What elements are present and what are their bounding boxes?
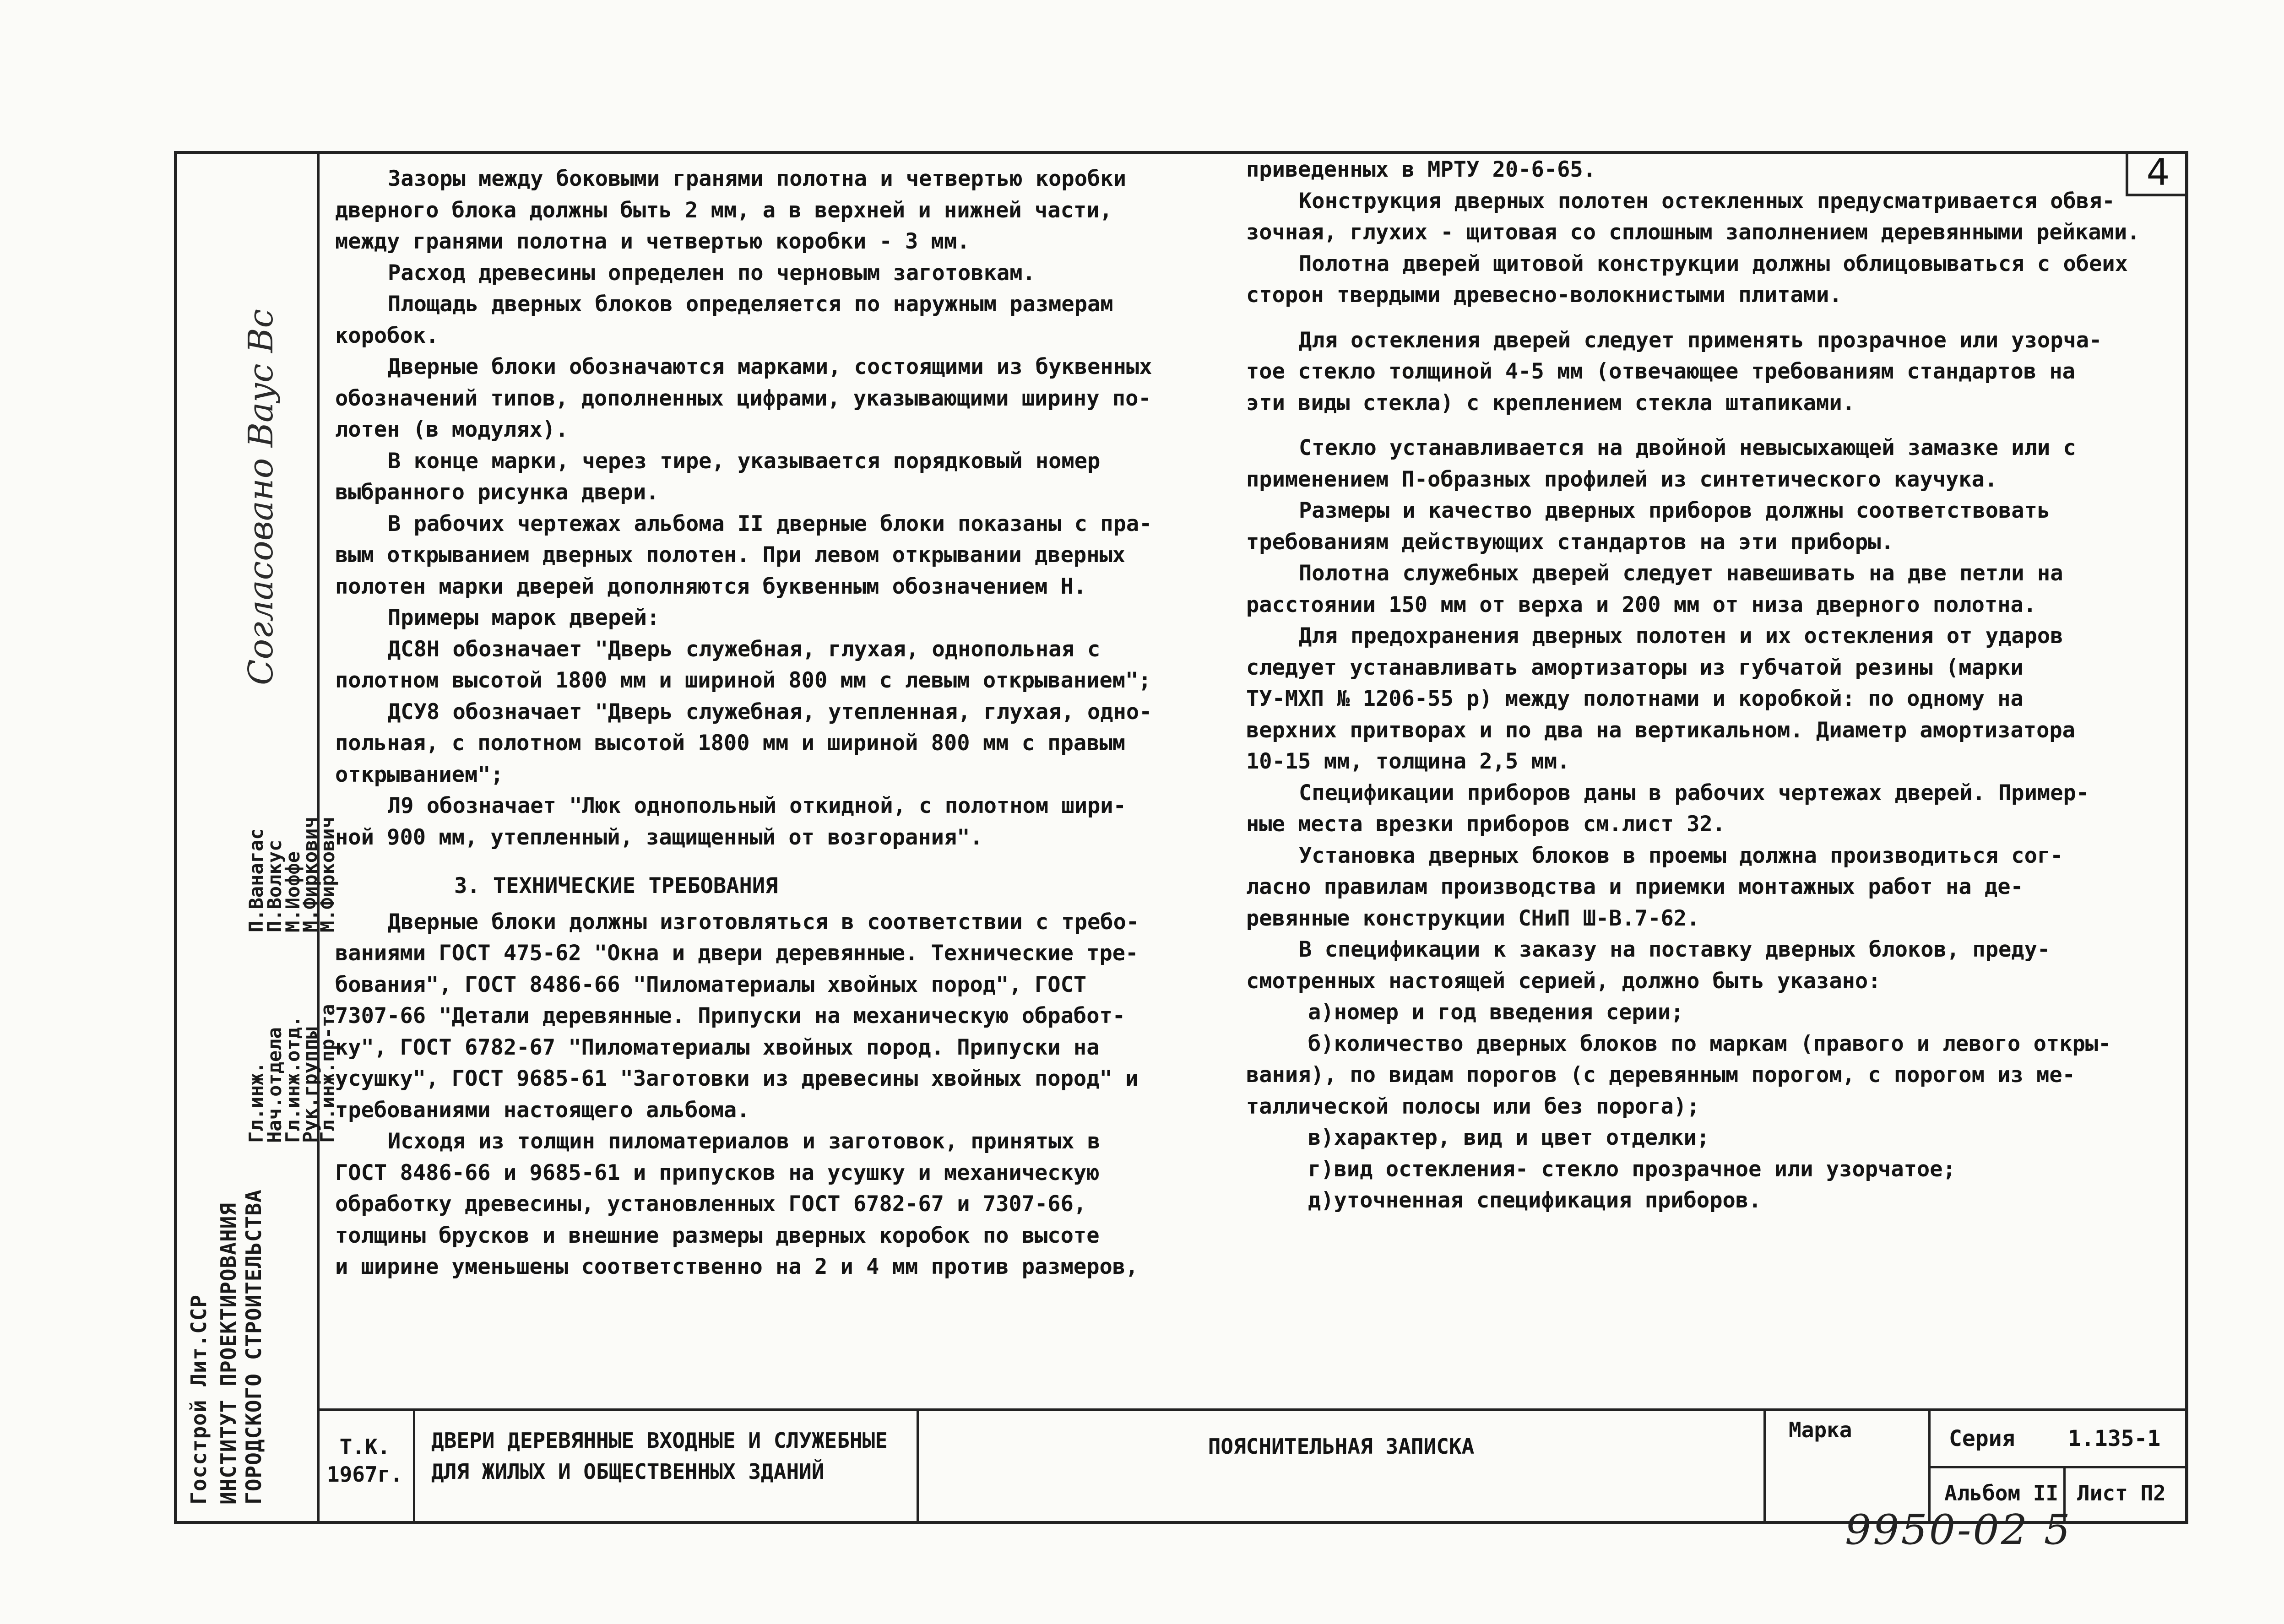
right-column-line: эти виды стекла) с креплением стекла штапиками. — [1246, 390, 1855, 416]
left-column-line: польная, с полотном высотой 1800 мм и шириной 800 мм с правым — [335, 731, 1126, 756]
right-column-line: зочная, глухих - щитовая со сплошным заполнением деревянными рейками. — [1246, 220, 2140, 245]
title-line-2: ДЛЯ ЖИЛЫХ И ОБЩЕСТВЕННЫХ ЗДАНИЙ — [431, 1459, 825, 1484]
org-line-2: ИНСТИТУТ ПРОЕКТИРОВАНИЯ — [216, 1202, 241, 1505]
left-column-line: 3. ТЕХНИЧЕСКИЕ ТРЕБОВАНИЯ — [454, 873, 778, 899]
right-column-line: применением П-образных профилей из синтетического каучука. — [1246, 466, 1998, 492]
position-5: Гл.инж.пр-та — [316, 1004, 339, 1143]
right-column-line: расстоянии 150 мм от верха и 200 мм от низа дверного полотна. — [1246, 592, 2037, 617]
left-column-line: ДС8Н обозначает "Дверь служебная, глухая, однопольная с — [388, 636, 1101, 662]
right-column-line: требованиям действующих стандартов на эти приборы. — [1246, 529, 1894, 555]
tk-cell — [317, 1411, 415, 1521]
left-column-line: открыванием"; — [335, 762, 504, 787]
left-column-line: коробок. — [335, 323, 439, 348]
right-column-line: верхних притворах и по два на вертикальном. Диаметр амортизатора — [1246, 717, 2075, 743]
left-column-line: Зазоры между боковыми гранями полотна и четвертью коробки — [388, 166, 1126, 191]
right-column-line: Для предохранения дверных полотен и их остекления от ударов — [1299, 623, 2063, 649]
right-column-line: Спецификации приборов даны в рабочих чертежах дверей. Пример- — [1299, 780, 2089, 806]
right-column-line: а)номер и год введения серии; — [1308, 1000, 1684, 1025]
series-value: 1.135-1 — [2068, 1426, 2161, 1451]
title-cell — [415, 1411, 919, 1521]
series-block — [1931, 1411, 2185, 1521]
left-column-line: бования", ГОСТ 8486-66 "Пиломатериалы хвойных пород", ГОСТ — [335, 972, 1087, 997]
left-column-line: Площадь дверных блоков определяется по наружным размерам — [388, 292, 1113, 317]
right-column-line: ные места врезки приборов см.лист 32. — [1246, 812, 1725, 837]
left-column-line: ДСУ8 обозначает "Дверь служебная, утепленная, глухая, одно- — [388, 699, 1152, 725]
left-column-line: ГОСТ 8486-66 и 9685-61 и припусков на усушку и механическую — [335, 1160, 1100, 1186]
position-3: Гл.инж.отд. — [282, 1015, 304, 1143]
position-4: Рук.группы — [299, 1027, 321, 1143]
left-column-line: ку", ГОСТ 6782-67 "Пиломатериалы хвойных пород. Припуски на — [335, 1034, 1100, 1060]
position-2: Нач.отдела — [263, 1027, 286, 1143]
left-column-line: Исходя из толщин пиломатериалов и заготовок, принятых в — [388, 1129, 1101, 1154]
right-column-line: тое стекло толщиной 4-5 мм (отвечающее требованиям стандартов на — [1246, 359, 2075, 384]
album-label: Альбом II — [1944, 1481, 2059, 1505]
name-2: П.Волкус — [263, 839, 286, 932]
left-column-line: ной 900 мм, утепленный, защищенный от возгорания". — [335, 824, 983, 850]
left-column-line: толщины брусков и внешние размеры дверных коробок по высоте — [335, 1223, 1100, 1248]
sheet-label: Лист П2 — [2077, 1481, 2166, 1505]
series-label: Серия — [1949, 1426, 2015, 1451]
left-column-line: выбранного рисунка двери. — [335, 480, 659, 505]
right-column-line: Конструкция дверных полотен остекленных предусматривается обвя- — [1299, 188, 2115, 214]
left-text-column — [335, 163, 1152, 1283]
name-3: М.Иоффе — [282, 851, 304, 932]
right-column-line: таллической полосы или без порога); — [1246, 1093, 1700, 1119]
right-column-line: Полотна служебных дверей следует навешивать на две петли на — [1299, 561, 2063, 586]
left-column-line: полотен марки дверей дополняются буквенным обозначением Н. — [335, 574, 1087, 599]
left-column-line: обозначений типов, дополненных цифрами, указывающими ширину по- — [335, 385, 1151, 411]
left-column-line: лотен (в модулях). — [335, 417, 569, 442]
left-column-line: требованиями настоящего альбома. — [335, 1097, 750, 1123]
position-1: Гл.инж. — [245, 1061, 267, 1143]
tk-year: 1967г. — [326, 1462, 403, 1487]
name-4: М.Фиркович — [299, 817, 321, 932]
right-column-line: Для остекления дверей следует применять прозрачное или узорча- — [1299, 327, 2102, 353]
drawing-sheet — [174, 151, 2188, 1524]
left-column-line: между гранями полотна и четвертью коробки - 3 мм. — [335, 229, 970, 254]
org-line-3: ГОРОДСКОГО СТРОИТЕЛЬСТВА — [241, 1189, 266, 1505]
stamp-column — [177, 154, 339, 1521]
left-column-line: дверного блока должны быть 2 мм, а в верхней и нижней части, — [335, 197, 1112, 223]
right-column-line: Стекло устанавливается на двойной невысыхающей замазке или с — [1299, 435, 2076, 460]
right-column-line: б)количество дверных блоков по маркам (правого и левого откры- — [1308, 1031, 2111, 1056]
mark-label: Марка — [1766, 1411, 1931, 1521]
left-column-line: Дверные блоки должны изготовляться в соответствии с требо- — [388, 909, 1139, 935]
right-text-column — [1246, 154, 2140, 1217]
right-column-line: д)уточненная спецификация приборов. — [1308, 1188, 1762, 1213]
right-column-line: ласно правилам производства и приемки монтажных работ на де- — [1246, 874, 2024, 899]
handwritten-number: 9950-02 5 — [1845, 1506, 2072, 1554]
left-column-line: вым открыванием дверных полотен. При левом открывании дверных — [335, 542, 1126, 568]
name-1: П.Ванагас — [245, 828, 267, 932]
left-column-line: Дверные блоки обозначаются марками, состоящими из буквенных — [388, 354, 1152, 379]
left-column-line: ваниями ГОСТ 475-62 "Окна и двери деревянные. Технические тре- — [335, 941, 1139, 966]
left-column-line: полотном высотой 1800 мм и шириной 800 мм с левым открыванием"; — [335, 668, 1151, 693]
right-column-line: ревянные конструкции СНиП Ш-В.7-62. — [1246, 905, 1700, 931]
right-column-line: ТУ-МХП № 1206-55 р) между полотнами и коробкой: по одному на — [1246, 686, 2024, 711]
right-column-line: Размеры и качество дверных приборов должны соответствовать — [1299, 498, 2051, 523]
title-block — [317, 1408, 2185, 1521]
right-column-line: В спецификации к заказу на поставку дверных блоков, преду- — [1299, 937, 2051, 962]
left-column-line: обработку древесины, установленных ГОСТ 6782-67 и 7307-66, — [335, 1191, 1087, 1217]
org-line-1: Госстрой Лит.ССР — [186, 1294, 211, 1505]
right-column-line: смотренных настоящей серией, должно быть указано: — [1246, 968, 1881, 994]
left-column-line: В рабочих чертежах альбома II дверные блоки показаны с пра- — [388, 511, 1152, 536]
right-column-line: 10-15 мм, толщина 2,5 мм. — [1246, 749, 1570, 774]
left-column-line: и ширине уменьшены соответственно на 2 и 4 мм против размеров, — [335, 1254, 1139, 1279]
page-number: 4 — [2126, 152, 2188, 196]
right-column-line: Установка дверных блоков в проемы должна производиться сог- — [1299, 843, 2063, 868]
left-column-line: В конце марки, через тире, указывается порядковый номер — [388, 448, 1101, 474]
series-row — [1931, 1411, 2185, 1468]
left-column-line: Примеры марок дверей: — [388, 605, 660, 630]
right-column-line: вания), по видам порогов (с деревянным порогом, с порогом из ме- — [1246, 1062, 2075, 1088]
right-column-line: в)характер, вид и цвет отделки; — [1308, 1125, 1710, 1150]
left-column-line: 7307-66 "Детали деревянные. Припуски на механическую обработ- — [335, 1003, 1126, 1029]
right-column-line: следует устанавливать амортизаторы из губчатой резины (марки — [1246, 655, 2024, 680]
right-column-line: г)вид остекления- стекло прозрачное или узорчатое; — [1308, 1156, 1956, 1182]
left-column-line: усушку", ГОСТ 9685-61 "Заготовки из древесины хвойных пород" и — [335, 1066, 1139, 1091]
left-column-line: Расход древесины определен по черновым заготовкам. — [388, 260, 1036, 286]
name-5: М.Фиркович — [316, 817, 339, 932]
right-column-line: сторон твердыми древесно-волокнистыми плитами. — [1246, 282, 1842, 308]
right-column-line: Полотна дверей щитовой конструкции должны облицовываться с обеих — [1299, 251, 2128, 276]
tk-label: Т.К. — [339, 1435, 391, 1459]
title-line-1: ДВЕРИ ДЕРЕВЯННЫЕ ВХОДНЫЕ И СЛУЖЕБНЫЕ — [431, 1428, 888, 1453]
right-column-line: приведенных в МРТУ 20-6-65. — [1246, 157, 1596, 182]
approval-signature: Согласовано Ваус Вс — [241, 309, 281, 685]
left-column-line: Л9 обозначает "Люк однопольный откидной, с полотном шири- — [388, 793, 1126, 818]
note-title: ПОЯСНИТЕЛЬНАЯ ЗАПИСКА — [919, 1411, 1766, 1521]
